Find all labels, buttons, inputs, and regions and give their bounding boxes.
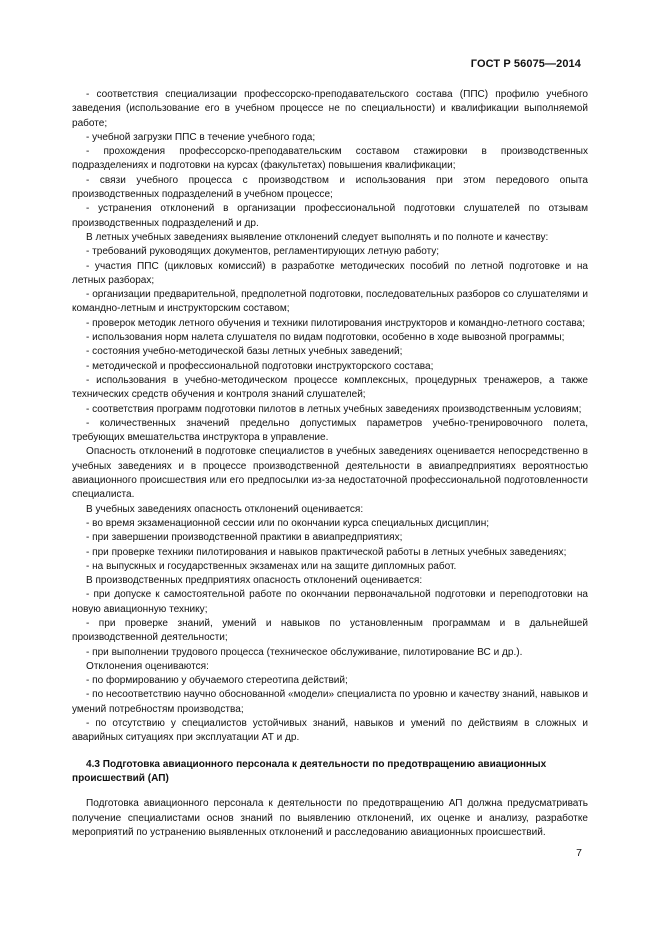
paragraph: - связи учебного процесса с производством и использования при этом передового опыта производственных подразделений в учебном процессе; <box>72 174 588 201</box>
paragraph: - при проверке знаний, умений и навыков по установленным программам и в дальнейшей производственной деятельности; <box>72 617 588 644</box>
page-number: 7 <box>576 847 582 859</box>
paragraph: В летных учебных заведениях выявление отклонений следует выполнять и по полноте и качеству: <box>86 231 549 243</box>
paragraph: - требований руководящих документов, регламентирующих летную работу; <box>86 246 440 258</box>
section-title: 4.3 Подготовка авиационного персонала к деятельности по предотвращению авиационных происшествий (АП) <box>72 758 547 784</box>
paragraph: - по несоответствию научно обоснованной «модели» специалиста по уровню и качеству знаний, навыков и умений потребностям производства; <box>72 689 588 715</box>
paragraph: - во время экзаменационной сессии или по окончании курса специальных дисциплин; <box>86 517 490 529</box>
paragraph: - устранения отклонений в организации профессиональной подготовки слушателей по отзывам производственных подразделений и др. <box>72 203 588 229</box>
paragraph: - при выполнении трудового процесса (техническое обслуживание, пилотирование ВС и др.). <box>86 646 523 658</box>
paragraph: - при завершении производственной практики в авиапредприятиях; <box>86 532 403 544</box>
standard-header: ГОСТ Р 56075—2014 <box>470 58 581 70</box>
paragraph: Опасность отклонений в подготовке специалистов в учебных заведениях оценивается непосредственно в учебных заведениях и в процессе производственной деятельности в авиапредприятиях вероятностью авиационного происшествия или его предпосылки из-за недостаточной профессиональной подготовленности специалиста. <box>72 446 588 501</box>
paragraph: - по отсутствию у специалистов устойчивых знаний, навыков и умений по действиям в сложных и аварийных ситуациях при эксплуатации АТ и др. <box>72 718 588 744</box>
paragraph: - при проверке техники пилотирования и навыков практической работы в летных учебных заведениях; <box>86 546 567 558</box>
document-body <box>72 88 588 840</box>
paragraph: - соответствия специализации профессорско-преподавательского состава (ППС) профилю учебного заведения (использование его в учебном процессе не по специальности) и квалификации выполняемой работе; <box>72 89 588 129</box>
paragraph: - организации предварительной, предполетной подготовки, последовательных разборов со слушателями и командно-летным и инструкторским составом; <box>72 289 588 315</box>
paragraph: - проверок методик летного обучения и техники пилотирования инструкторов и командно-летного состава; <box>86 317 586 329</box>
paragraph: - прохождения профессорско-преподавательским составом стажировки в производственных подразделениях и подготовки на курсах (факультетах) повышения квалификации; <box>72 146 588 172</box>
paragraph: - соответствия программ подготовки пилотов в летных учебных заведениях производственным условиям; <box>86 403 582 415</box>
paragraph: - количественных значений предельно допустимых параметров учебно-тренировочного полета, требующих вмешательства инструктора в управление. <box>72 417 588 444</box>
paragraph: В производственных предприятиях опасность отклонений оценивается: <box>86 575 423 587</box>
section-paragraph: Подготовка авиационного персонала к деятельности по предотвращению АП должна предусматривать получение специалистами основ знаний по выявлению отклонений, их оценке и анализу, разработке мероприятий по устранению выявленных отклонений и расследованию авиационных происшествий. <box>72 798 588 838</box>
paragraph: - по формированию у обучаемого стереотипа действий; <box>86 675 348 687</box>
paragraph: Отклонения оцениваются: <box>86 660 209 672</box>
paragraph: - состояния учебно-методической базы летных учебных заведений; <box>86 346 403 358</box>
paragraph: - участия ППС (цикловых комиссий) в разработке методических пособий по летной подготовке и на летных разборах; <box>72 260 588 286</box>
paragraph: - при допуске к самостоятельной работе по окончании первоначальной подготовки и переподготовки на новую авиационную технику; <box>72 589 588 615</box>
paragraph: - использования в учебно-методическом процессе комплексных, процедурных тренажеров, а также технических средств обучения и контроля знаний слушателей; <box>72 374 588 401</box>
paragraph: В учебных заведениях опасность отклонений оценивается: <box>86 503 364 515</box>
paragraph: - учебной загрузки ППС в течение учебного года; <box>86 131 316 143</box>
paragraph: - использования норм налета слушателя по видам подготовки, особенно в ходе вывозной программы; <box>86 332 565 344</box>
paragraph: - на выпускных и государственных экзаменах или на защите дипломных работ. <box>86 560 457 572</box>
paragraph: - методической и профессиональной подготовки инструкторского состава; <box>86 360 434 372</box>
